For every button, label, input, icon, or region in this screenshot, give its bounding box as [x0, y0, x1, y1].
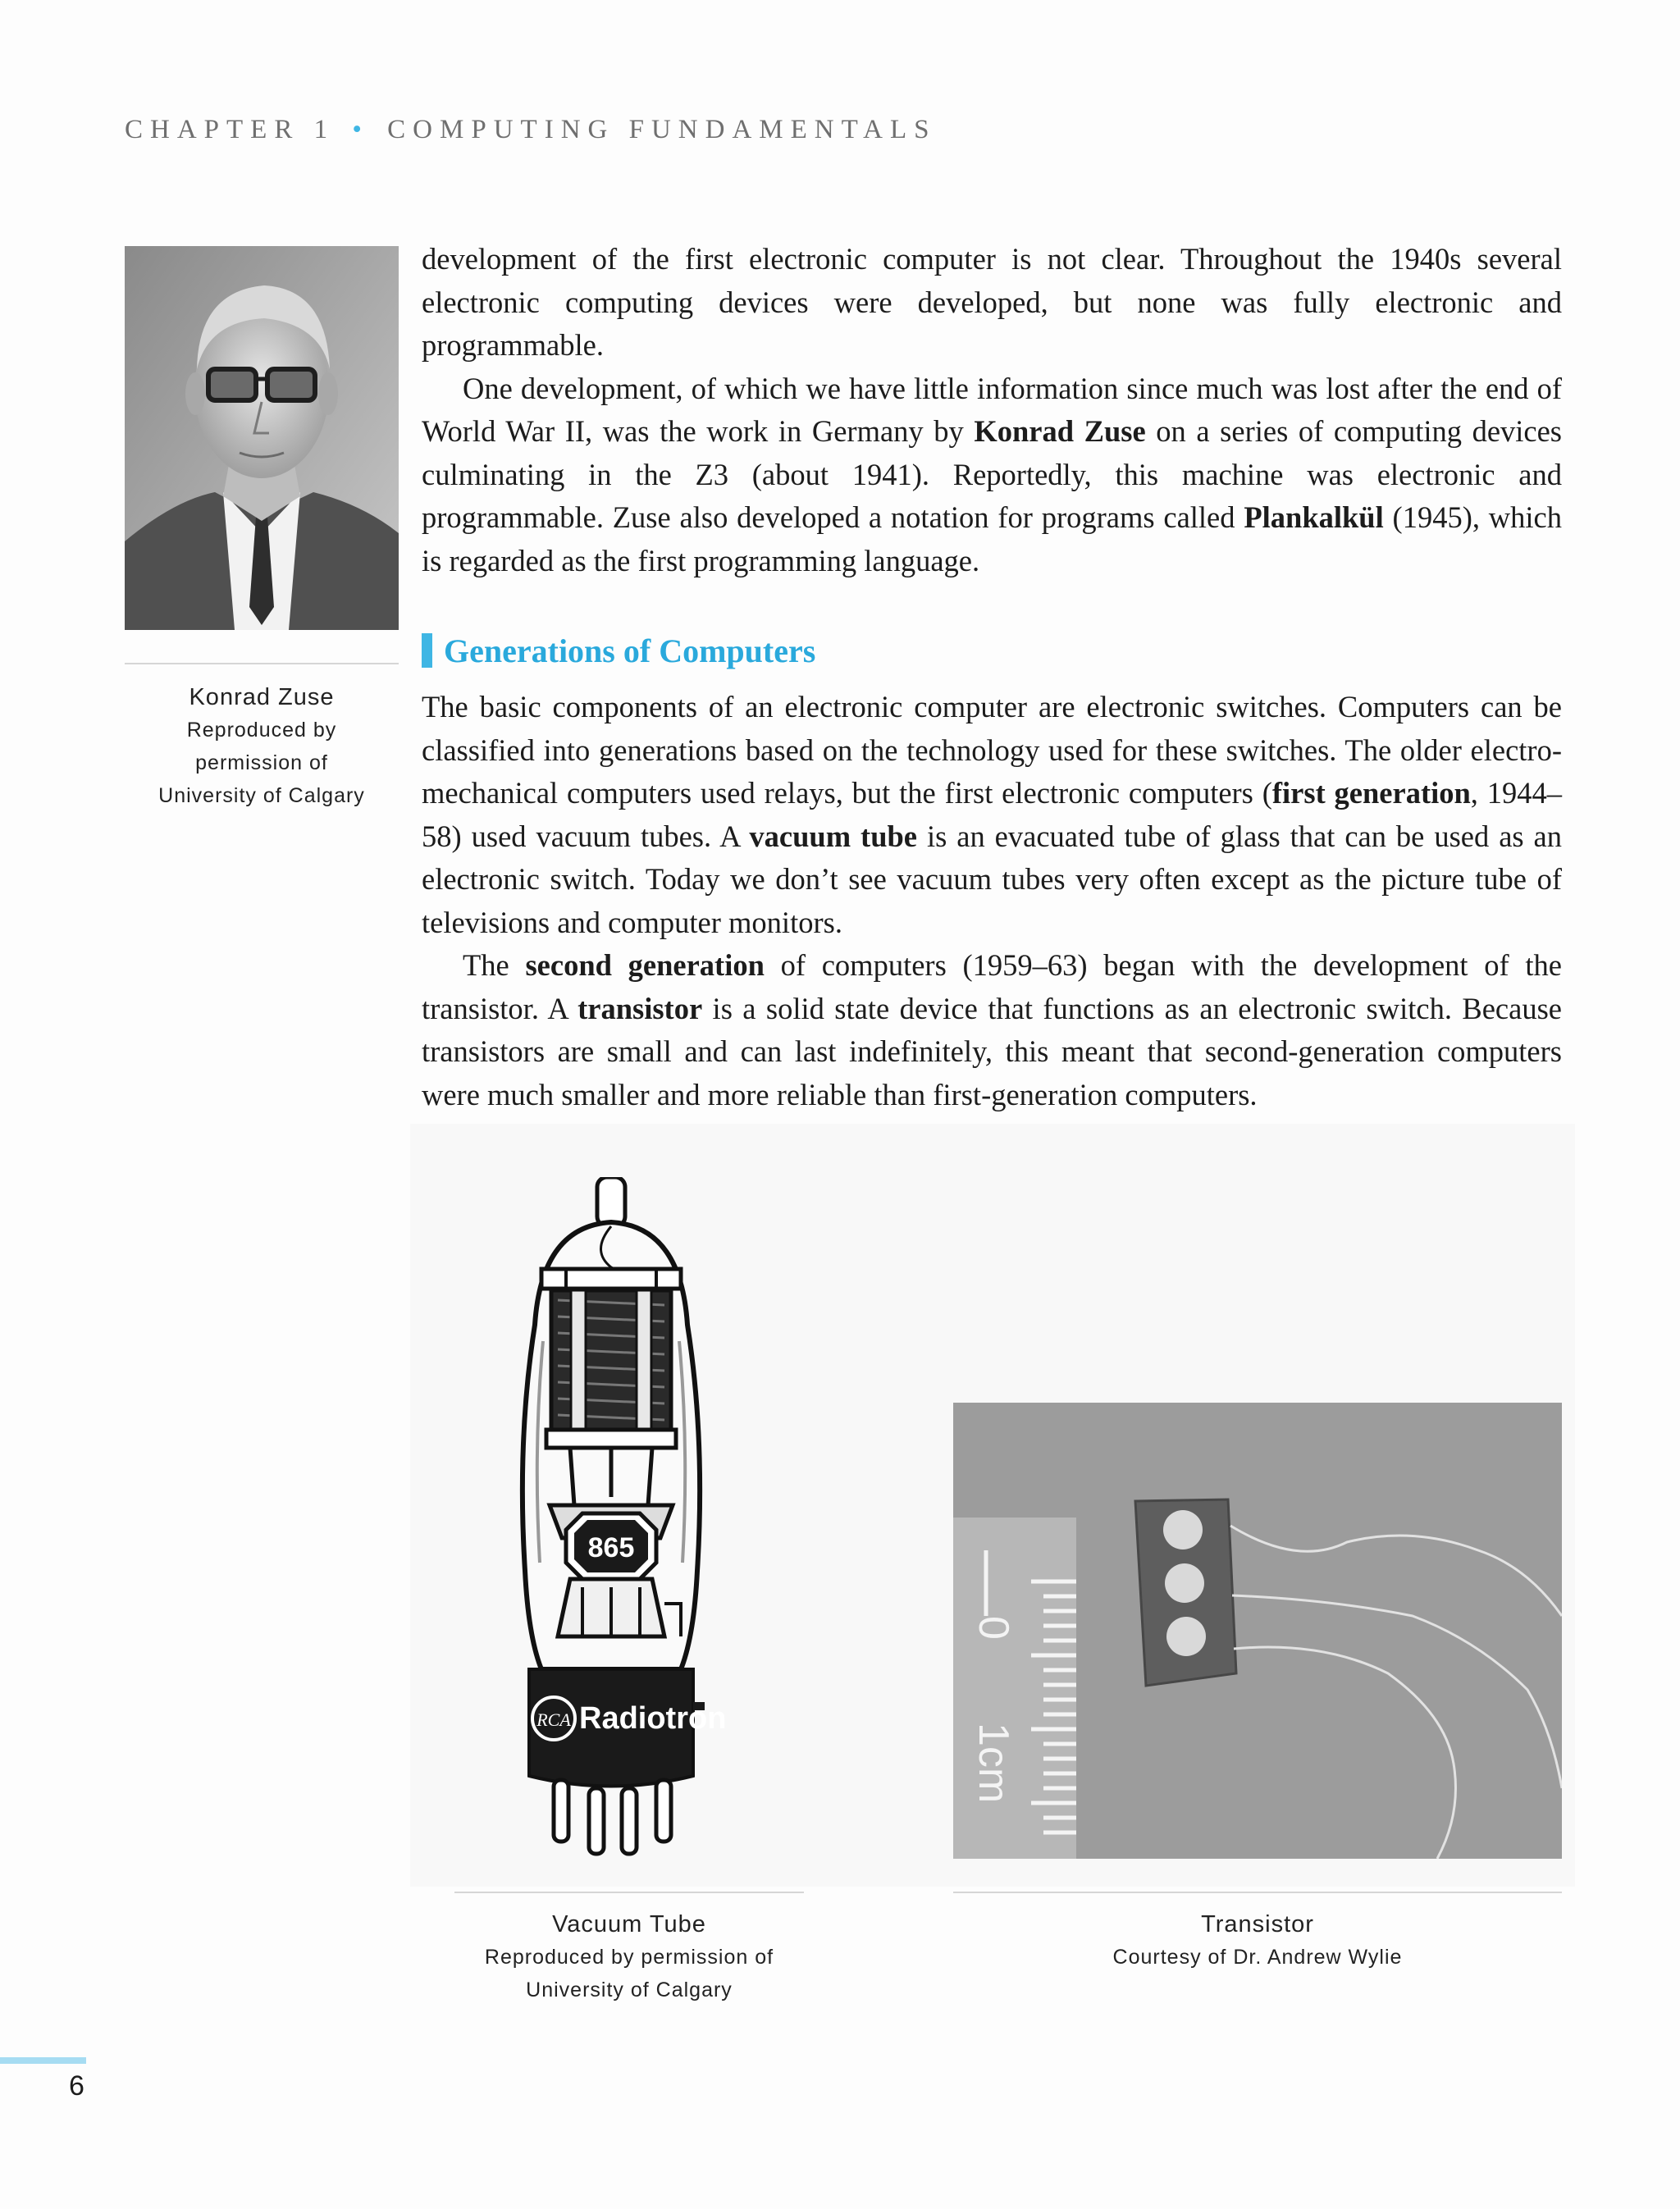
- portrait-caption-title: Konrad Zuse: [189, 684, 335, 710]
- portrait-credit-line: permission of: [195, 751, 328, 774]
- konrad-zuse-portrait: [125, 246, 399, 630]
- vacuum-tube-illustration: [492, 1177, 730, 1858]
- transistor-photo: [953, 1403, 1562, 1859]
- tube-brand-logo: RCA: [536, 1709, 571, 1730]
- tube-credit-line: University of Calgary: [526, 1979, 733, 2001]
- term-konrad-zuse: Konrad Zuse: [974, 414, 1146, 448]
- section-heading: [422, 632, 815, 673]
- chapter-label: CHAPTER 1: [125, 115, 336, 144]
- transistor-caption: [953, 1908, 1562, 1974]
- ruler-unit-label: 1cm: [970, 1723, 1017, 1804]
- ruler-zero-label: 0: [970, 1616, 1017, 1640]
- bullet-separator: •: [352, 115, 362, 144]
- tube-caption: [430, 1908, 829, 2006]
- portrait-credit-line: University of Calgary: [158, 784, 365, 807]
- page-number-tab: [0, 2057, 86, 2064]
- intro-paragraph-1: development of the first electronic computer is not clear. Throughout the 1940s several electronic computing devices were developed, but none was fully electronic and programmable.: [422, 242, 1562, 362]
- term-transistor: transistor: [578, 991, 703, 1025]
- tube-model-number: 865: [587, 1532, 635, 1563]
- chapter-title: COMPUTING FUNDAMENTALS: [387, 115, 937, 144]
- term-second-generation: second generation: [525, 948, 765, 982]
- term-plankalkul: Plankalkül: [1244, 500, 1384, 534]
- term-first-generation: first generation: [1271, 776, 1471, 810]
- section-heading-text: Generations of Computers: [444, 632, 816, 669]
- tube-caption-rule: [454, 1892, 804, 1893]
- intro-text: [422, 238, 1562, 582]
- section-paragraph-2: The second generation of computers (1959–63) began with the development of the transistor. A transistor is a solid state device that functions as an electronic switch. Because transistors are small and can last indefinitely, this meant that second-generation computers were much smaller and more reliable than first-generation computers.: [422, 948, 1562, 1111]
- transistor-credit-line: Courtesy of Dr. Andrew Wylie: [1112, 1946, 1403, 1969]
- section-text: [422, 686, 1562, 1116]
- heading-accent-bar: [422, 633, 432, 668]
- portrait-credit-line: Reproduced by: [186, 719, 337, 742]
- intro-paragraph-2: One development, of which we have little information since much was lost after the end of World War II, was the work in Germany by Konrad Zuse on a series of computing devices culminating in the Z3 (about 1941). Reportedly, this machine was electronic and programmable. Zuse also developed a notation for programs called Plankalkül (1945), which is regarded as the first programming language.: [422, 371, 1563, 577]
- page-number: 6: [69, 2070, 84, 2102]
- tube-brand-name: Radiotron: [579, 1701, 727, 1736]
- running-head: [125, 115, 936, 145]
- transistor-caption-rule: [953, 1892, 1562, 1893]
- term-vacuum-tube: vacuum tube: [749, 819, 918, 853]
- transistor-caption-title: Transistor: [1201, 1911, 1314, 1937]
- tube-credit-line: Reproduced by permission of: [484, 1946, 774, 1969]
- tube-caption-title: Vacuum Tube: [552, 1911, 706, 1937]
- portrait-caption: [125, 681, 399, 812]
- section-paragraph-1: The basic components of an electronic computer are electronic switches. Computers can be classified into generations based on the technology used for these switches. The older electro-mechanical computers used relays, but the first electronic computers (first generation, 1944–58) used vacuum tubes. A vacuum tube is an evacuated tube of glass that can be used as an electronic switch. Today we don’t see vacuum tubes very often except as the picture tube of televisions and computer monitors.: [422, 690, 1563, 939]
- portrait-caption-rule: [125, 663, 399, 664]
